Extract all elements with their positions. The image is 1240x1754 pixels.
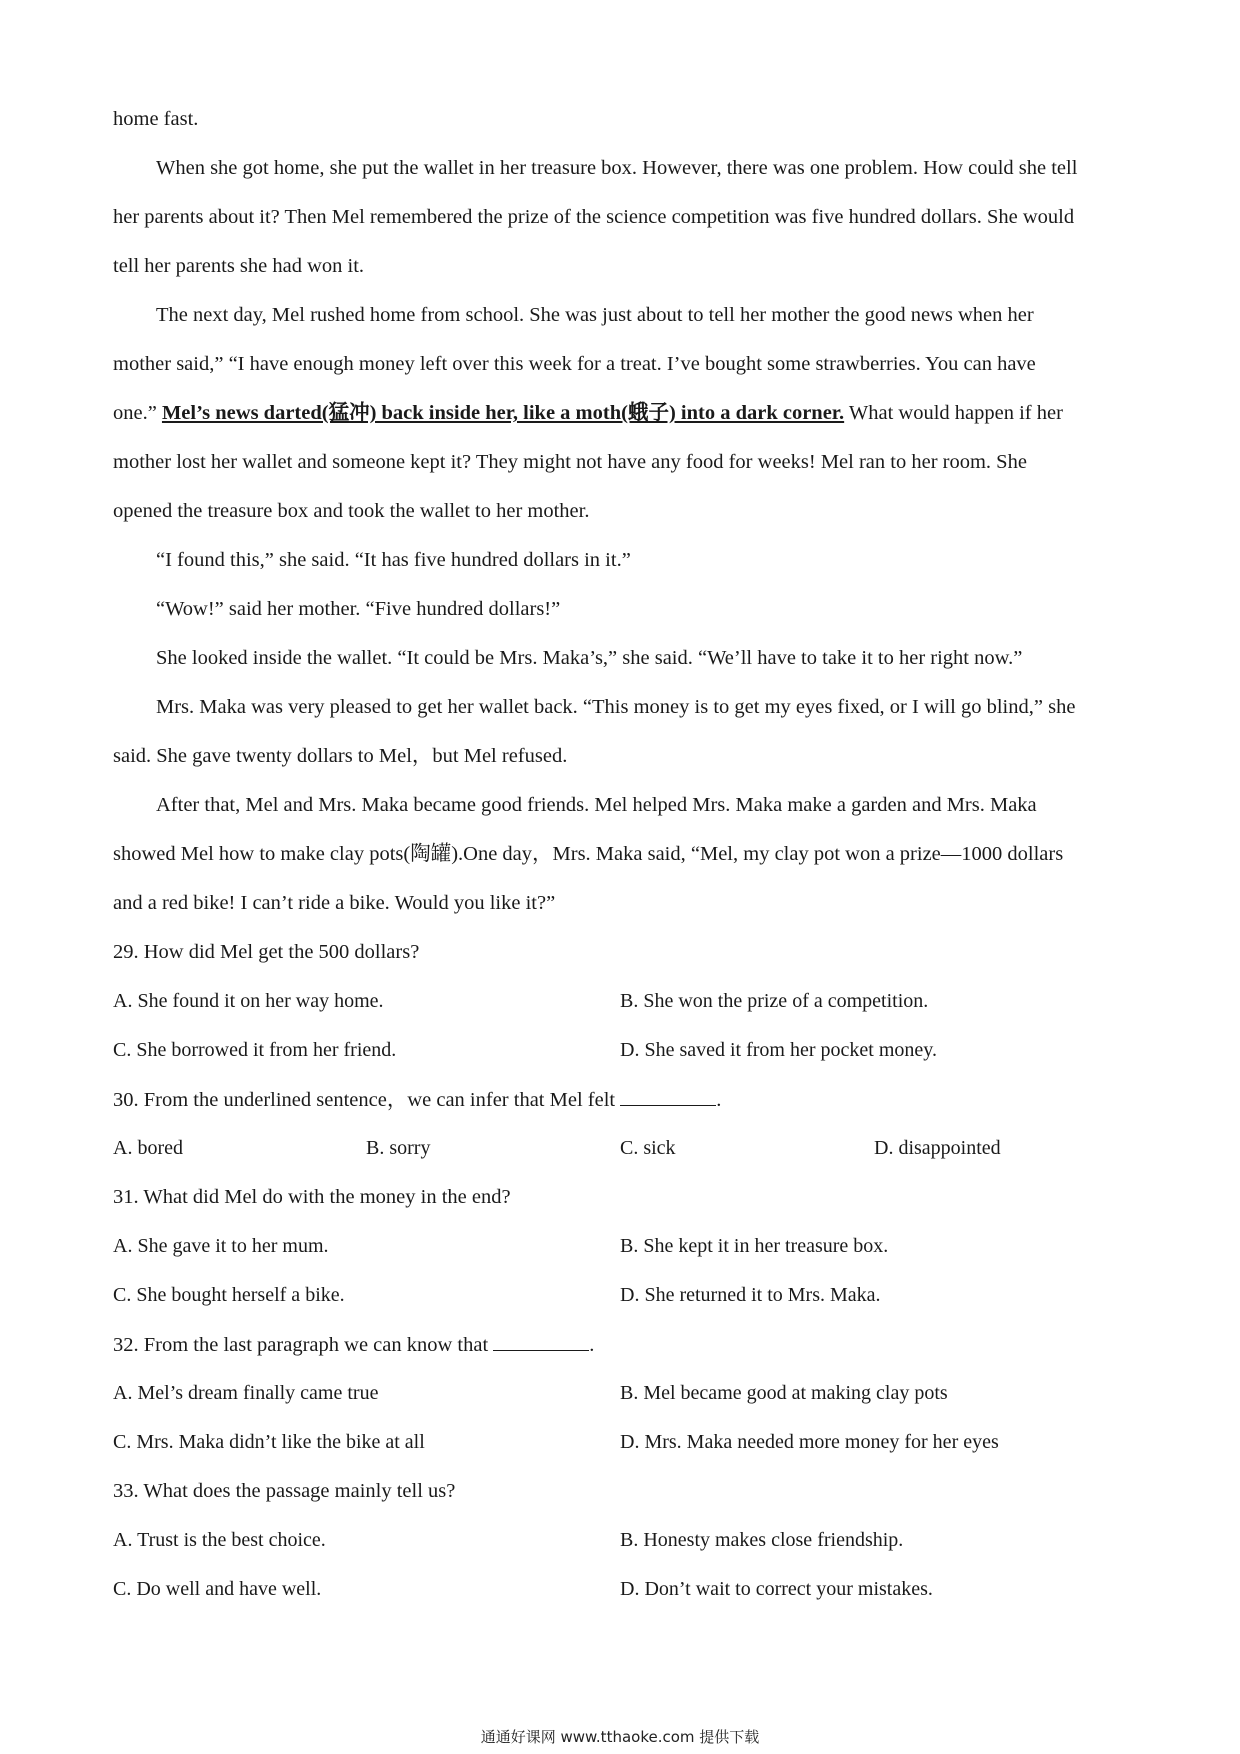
option-d: D. Don’t wait to correct your mistakes.: [620, 1578, 933, 1600]
answer-blank: [493, 1332, 589, 1351]
story-line: mother said,” “I have enough money left over this week for a treat. I’ve bought some strawberries. You can have: [113, 353, 1036, 375]
option-c: C. Do well and have well.: [113, 1578, 322, 1600]
story-line: said. She gave twenty dollars to Mel，but Mel refused.: [113, 745, 568, 767]
question-stem: 29. How did Mel get the 500 dollars?: [113, 941, 420, 963]
option-c: C. Mrs. Maka didn’t like the bike at all: [113, 1431, 425, 1453]
option-b: B. She kept it in her treasure box.: [620, 1235, 889, 1257]
question-stem: 33. What does the passage mainly tell us?: [113, 1480, 456, 1502]
underlined-sentence: Mel’s news darted(猛冲) back inside her, like a moth(蛾子) into a dark corner.: [161, 402, 845, 424]
option-a: A. Trust is the best choice.: [113, 1529, 326, 1551]
story-line: mother lost her wallet and someone kept it? They might not have any food for weeks! Mel ran to her room. She: [113, 451, 1027, 473]
story-line: “I found this,” she said. “It has five hundred dollars in it.”: [156, 549, 631, 571]
stem-text: 32. From the last paragraph we can know that: [113, 1334, 494, 1356]
stem-end: .: [716, 1089, 722, 1111]
option-a: A. She found it on her way home.: [113, 990, 384, 1012]
option-b: B. Mel became good at making clay pots: [620, 1382, 948, 1404]
option-b: B. She won the prize of a competition.: [620, 990, 929, 1012]
underlined-sentence-line: [113, 401, 1063, 425]
page-footer: 通通好课网 www.tthaoke.com 提供下载: [480, 1728, 760, 1746]
option-a: A. bored: [113, 1137, 183, 1159]
question-stem: [113, 1332, 594, 1357]
option-b: B. Honesty makes close friendship.: [620, 1529, 904, 1551]
story-line: Mrs. Maka was very pleased to get her wallet back. “This money is to get my eyes fixed, or I will go blind,” she: [156, 696, 1076, 718]
story-line: After that, Mel and Mrs. Maka became good friends. Mel helped Mrs. Maka make a garden and Mrs. Maka: [156, 794, 1037, 816]
story-line: The next day, Mel rushed home from school. She was just about to tell her mother the good news when her: [156, 304, 1034, 326]
story-line: opened the treasure box and took the wallet to her mother.: [113, 500, 590, 522]
line-start: one.”: [113, 402, 157, 424]
stem-end: .: [589, 1334, 595, 1356]
story-line: When she got home, she put the wallet in her treasure box. However, there was one problem. How could she tell: [156, 157, 1078, 179]
option-c: C. She bought herself a bike.: [113, 1284, 345, 1306]
option-a: A. She gave it to her mum.: [113, 1235, 329, 1257]
story-line: and a red bike! I can’t ride a bike. Would you like it?”: [113, 892, 556, 914]
story-line: She looked inside the wallet. “It could be Mrs. Maka’s,” she said. “We’ll have to take it to her right now.”: [156, 647, 1023, 669]
stem-text: 30. From the underlined sentence，we can infer that Mel felt: [113, 1089, 621, 1111]
option-c: C. sick: [620, 1137, 676, 1159]
option-c: C. She borrowed it from her friend.: [113, 1039, 397, 1061]
question-stem: [113, 1087, 721, 1112]
question-stem: 31. What did Mel do with the money in the end?: [113, 1186, 511, 1208]
option-d: D. She saved it from her pocket money.: [620, 1039, 937, 1061]
story-line: her parents about it? Then Mel remembered the prize of the science competition was five hundred dollars. She would: [113, 206, 1075, 228]
line-end: What would happen if her: [844, 402, 1063, 424]
option-d: D. Mrs. Maka needed more money for her eyes: [620, 1431, 999, 1453]
option-d: D. She returned it to Mrs. Maka.: [620, 1284, 881, 1306]
option-a: A. Mel’s dream finally came true: [113, 1382, 379, 1404]
answer-blank: [620, 1087, 716, 1106]
story-line: showed Mel how to make clay pots(陶罐).One day，Mrs. Maka said, “Mel, my clay pot won a prize—1000 dollars: [113, 843, 1064, 865]
option-b: B. sorry: [366, 1137, 431, 1159]
story-line: tell her parents she had won it.: [113, 255, 365, 277]
story-line: home fast.: [113, 108, 199, 130]
story-line: “Wow!” said her mother. “Five hundred dollars!”: [156, 598, 561, 620]
option-d: D. disappointed: [874, 1137, 1001, 1159]
